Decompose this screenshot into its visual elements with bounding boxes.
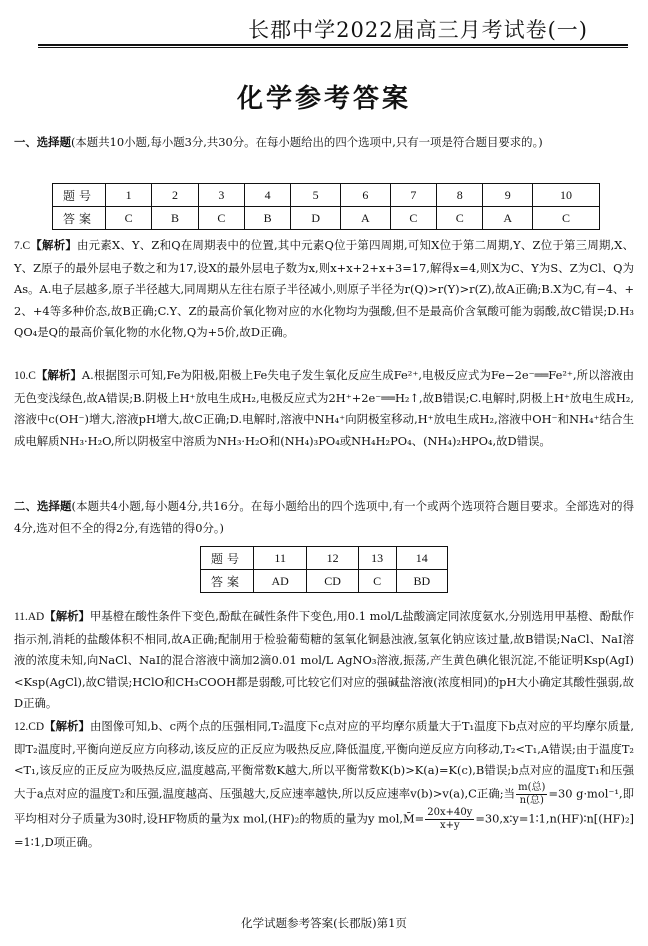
q-answer: C [390, 207, 436, 230]
q-answer: C [437, 207, 483, 230]
header-rule-thin [38, 47, 628, 48]
fraction-numerator: m(总) [518, 781, 546, 793]
q-answer: C [358, 570, 396, 593]
section1-intro [14, 132, 634, 154]
q7-explanation [14, 235, 634, 344]
table-row [201, 547, 448, 570]
q-answer: AD [254, 570, 307, 593]
q-number: 13 [358, 547, 396, 570]
q10-label: 10.C [14, 370, 36, 382]
section2-instructions: (本题共4小题,每小题4分,共16分。在每小题给出的四个选项中,有一个或两个选项符合题目要求。全部选对的得4分,选对但不全的得2分,有选错的得0分。) [14, 499, 634, 535]
page-footer: 化学试题参考答案(长郡版)第1页 [241, 916, 407, 930]
fraction-numerator: 20x+40y [427, 806, 473, 818]
q7-text: 由元素X、Y、Z和Q在周期表中的位置,其中元素Q位于第四周期,可知X位于第二周期,Y、Z位于第三周期,X、Y、Z原子的最外层电子数之和为17,设X的最外层电子数为x,则x+x+2+x+3=17,解得x=4,则X为C、Y为S、Z为Cl、Q为As。A.电子层越多,原子半径越大,同周期从左往右原子半径减小,则原子半径为r(Q)>r(Y)>r(Z),故A正确;B.X为C,有−4、+2、+4等多种价态,故B正确;C.Y、Z的最高价氧化物对应的水化物均为强酸,但不是最高价含氧酸可能为弱酸,故C错误;D.H₃QO₄是Q的最高价氧化物的水化物,Q为+5价,故D正确。 [14, 238, 634, 339]
section1-instructions: (本题共10小题,每小题3分,共30分。在每小题给出的四个选项中,只有一项是符合题目要求的。) [70, 135, 543, 149]
q-answer: A [341, 207, 391, 230]
section1-answer-table [52, 183, 600, 230]
row-label-number: 题号 [53, 184, 106, 207]
q-number: 6 [341, 184, 391, 207]
q-number: 2 [152, 184, 198, 207]
q12-label: 12.CD [14, 721, 45, 733]
section2-intro [14, 496, 634, 539]
q11-explanation [14, 606, 634, 715]
table-row [53, 207, 600, 230]
mass-over-moles-fraction [516, 782, 547, 807]
section2-answer-table [200, 546, 448, 593]
q-number: 9 [483, 184, 533, 207]
q11-text: 甲基橙在酸性条件下变色,酚酞在碱性条件下变色,用0.1 mol/L盐酸滴定同浓度氨水,分别选用甲基橙、酚酞作指示剂,消耗的盐酸体积不相同,故A正确;配制用于检验葡萄糖的氢氧化铜悬浊液,氢氧化钠应该过量,故B错误;NaCl、NaI溶液的浓度未知,向NaCl、NaI的混合溶液中滴加2滴0.01 mol/L AgNO₃溶液,振荡,产生黄色碘化银沉淀,不能证明Ksp(AgI)<Ksp(AgCl),故C错误;HClO和CH₃COOH都是弱酸,可比较它们对应的强碱盐溶液(浓度相同)的pH大小确定其酸性强弱,故D正确。 [14, 609, 634, 710]
q12-text-b: =30 g·mol⁻¹,即平均相对分子质量为30时,设HF物质的量为x mol,(HF)₂的物质的量为y mol, [14, 786, 635, 825]
q-number: 1 [106, 184, 152, 207]
q-answer: D [291, 207, 341, 230]
q11-label: 11.AD [14, 611, 45, 623]
q-number: 8 [437, 184, 483, 207]
q-number: 3 [198, 184, 244, 207]
q-number: 4 [244, 184, 290, 207]
q7-label: 7.C [14, 240, 31, 252]
q-number: 14 [396, 547, 447, 570]
q-number: 10 [533, 184, 600, 207]
q12-tag: 【解析】 [44, 719, 90, 733]
row-label-answer: 答案 [201, 570, 254, 593]
q7-tag: 【解析】 [30, 238, 78, 252]
q-answer: B [152, 207, 198, 230]
q-number: 12 [307, 547, 358, 570]
q-answer: A [483, 207, 533, 230]
table-row [53, 184, 600, 207]
section2-heading: 二、选择题 [14, 499, 72, 513]
mean-molar-mass-fraction [425, 807, 474, 832]
header-rule-thick [38, 44, 628, 46]
q-answer: C [198, 207, 244, 230]
table-row [201, 570, 448, 593]
q10-text: A.根据图示可知,Fe为阳极,阳极上Fe失电子发生氧化反应生成Fe²⁺,电极反应式为Fe−2e⁻══Fe²⁺,所以溶液由无色变浅绿色,故A错误;B.阴极上H⁺放电生成H₂,电极反应式为2H⁺+2e⁻══H₂↑,故B错误;C.电解时,阴极上H⁺放电生成H₂,溶液中c(OH⁻)增大,溶液pH增大,故C正确;D.电解时,溶液中NH₄⁺向阴极室移动,H⁺放电生成H₂,溶液中OH⁻和NH₄⁺结合生成电解质NH₃·H₂O,所以阴极室中溶质为NH₃·H₂O和(NH₄)₃PO₄或NH₄H₂PO₄、(NH₄)₂HPO₄,故D错误。 [14, 368, 634, 448]
q12-text-c: =30,x∶y=1∶1,n(HF)∶n[(HF)₂]=1∶1,D项正确。 [14, 811, 634, 849]
q11-tag: 【解析】 [44, 609, 90, 623]
header-title: 长郡中学2022届高三月考试卷(一) [248, 18, 588, 42]
q12-text-a: 由图像可知,b、c两个点的压强相同,T₂温度下c点对应的平均摩尔质量大于T₁温度下b点对应的平均摩尔质量,即T₂温度时,平衡向逆反应方向移动,该反应的正反应为吸热反应,降低温度,平衡向逆反应方向移动,T₂<T₁,A错误;由于温度T₂<T₁,该反应的正反应为吸热反应,温度越高,平衡常数K越大,所以平衡常数K(b)>K(a)=K(c),B错误;b点对应的温度T₁和压强大于a点对应的温度T₂和压强,温度越高、压强越大,反应速率越快,所以反应速率v(b)>v(a),C正确;当 [14, 719, 634, 800]
q-number: 7 [390, 184, 436, 207]
q-number: 11 [254, 547, 307, 570]
q-answer: CD [307, 570, 358, 593]
q-answer: BD [396, 570, 447, 593]
fraction-denominator: n(总) [519, 794, 544, 806]
q-answer: C [533, 207, 600, 230]
q-number: 5 [291, 184, 341, 207]
q10-tag: 【解析】 [35, 368, 82, 382]
row-label-number: 题号 [201, 547, 254, 570]
q12-explanation [14, 716, 634, 853]
mean-molar-mass-symbol: M̄= [403, 811, 425, 825]
section1-heading: 一、选择题 [14, 135, 71, 149]
q10-explanation [14, 365, 634, 452]
q-answer: B [244, 207, 290, 230]
q-answer: C [106, 207, 152, 230]
fraction-denominator: x+y [439, 819, 460, 831]
row-label-answer: 答案 [53, 207, 106, 230]
page-header [0, 14, 648, 42]
page-title: 化学参考答案 [236, 84, 411, 114]
